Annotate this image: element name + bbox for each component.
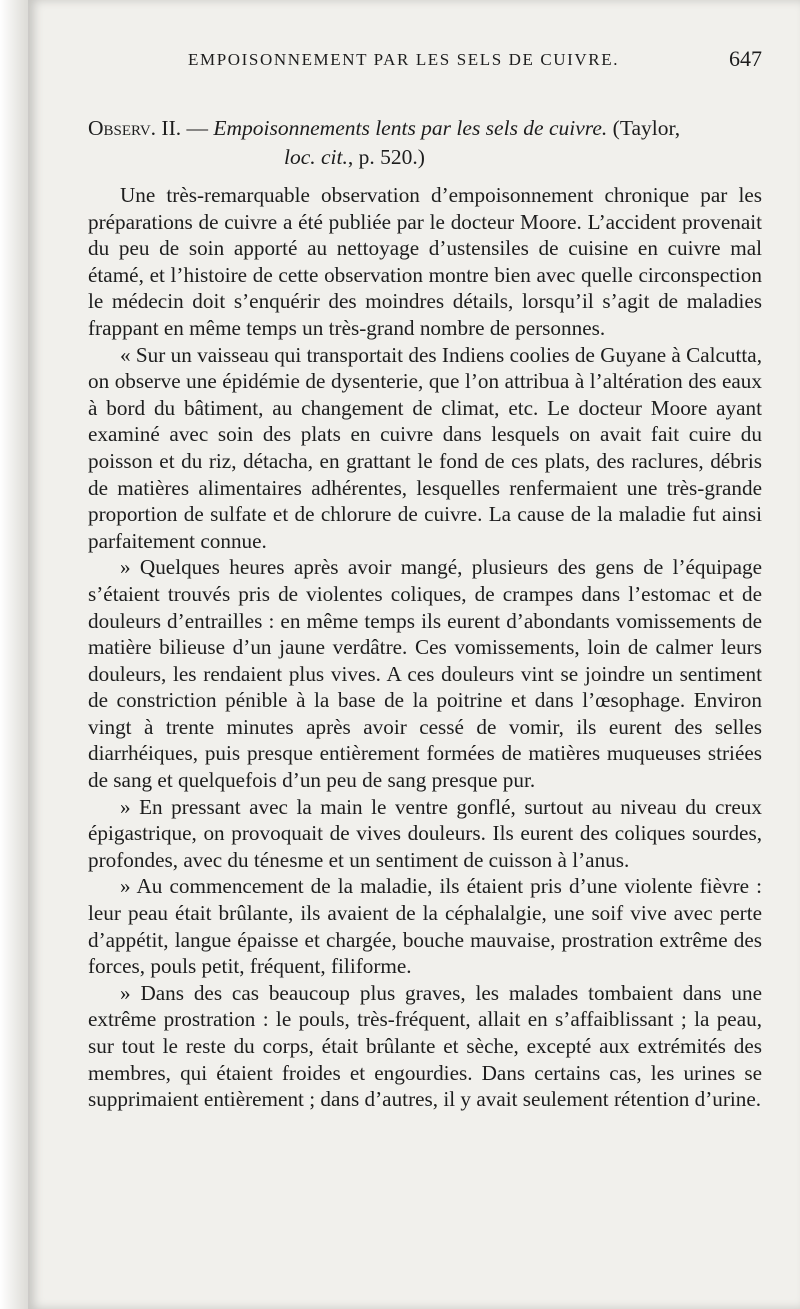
observation-ref-open: (Taylor, xyxy=(607,116,681,140)
observation-ref-loc: loc. cit. xyxy=(284,145,348,169)
paragraph: Une très-remarquable observation d’empoisonnement chronique par les préparations de cuivre a été publiée par le docteur Moore. L’accident provenait du peu de soin apporté au nettoyage d’ustensiles de cuisine en cuivre mal étamé, et l’histoire de cette observation montre bien avec quelle circonspection le médecin doit s’enquérir des moindres détails, lorsqu’il s’agit de maladies frappant en même temps un très-grand nombre de personnes. xyxy=(88,183,762,340)
page-number: 647 xyxy=(729,46,762,71)
paragraph: » Quelques heures après avoir mangé, plusieurs des gens de l’équipage s’étaient trouvés pris de violentes coliques, de crampes dans l’estomac et de douleurs d’entrailles : en même temps ils eurent d’abondants vomissements de matière bilieuse d’un jaune verdâtre. Ces vomissements, loin de calmer leurs douleurs, les rendaient plus vives. A ces douleurs vint se joindre un sentiment de constriction pénible à la base de la poitrine et dans l’œsophage. Environ vingt à trente minutes après avoir cessé de vomir, ils eurent des selles diarrhéiques, puis presque entièrement formées de matières muqueuses striées de sang et quelquefois d’un peu de sang presque pur. xyxy=(88,555,762,793)
page-header xyxy=(88,44,762,78)
observation-title: Empoisonnements lents par les sels de cuivre. xyxy=(213,116,608,140)
body-text xyxy=(88,182,762,1113)
paragraph: » Au commencement de la maladie, ils étaient pris d’une violente fièvre : leur peau était brûlante, ils avaient de la céphalalgie, une soif vive avec perte d’appétit, langue épaisse et chargée, bouche mauvaise, prostration extrême des forces, pouls petit, fréquent, filiforme. xyxy=(88,874,762,979)
running-title: EMPOISONNEMENT PAR LES SELS DE CUIVRE. xyxy=(188,50,620,69)
paragraph: » Dans des cas beaucoup plus graves, les malades tombaient dans une extrême prostration : le pouls, très-fréquent, allait en s’affaiblissant ; la peau, sur tout le reste du corps, était brûlante et sèche, excepté aux extrémités des membres, qui étaient froides et engourdies. Dans certains cas, les urines se supprimaient entièrement ; dans d’autres, il y avait seulement rétention d’urine. xyxy=(88,980,762,1112)
observation-dash: — xyxy=(181,116,214,140)
paragraph: » En pressant avec la main le ventre gonflé, surtout au niveau du creux épigastrique, on provoquait de vives douleurs. Ils eurent des coliques sourdes, profondes, avec du ténesme et un sentiment de cuisson à l’anus. xyxy=(88,794,762,872)
paragraph: « Sur un vaisseau qui transportait des Indiens coolies de Guyane à Calcutta, on observe une épidémie de dysenterie, que l’on attribua à l’altération des eaux à bord du bâtiment, au changement de climat, etc. Le docteur Moore ayant examiné avec soin des plats en cuivre dans lesquels on avait fait cuire du poisson et du riz, détacha, en grattant le fond de ces plats, des raclures, débris de matières alimentaires adhérentes, lesquelles renfermaient une très-grande proportion de sulfate et de chlorure de cuivre. La cause de la maladie fut ainsi parfaitement connue. xyxy=(88,342,762,553)
observation-heading xyxy=(88,114,762,172)
page-content xyxy=(88,44,762,1113)
observation-ref-close: , p. 520.) xyxy=(347,145,425,169)
observation-label: Observ. II. xyxy=(88,116,182,140)
book-page xyxy=(28,0,800,1309)
